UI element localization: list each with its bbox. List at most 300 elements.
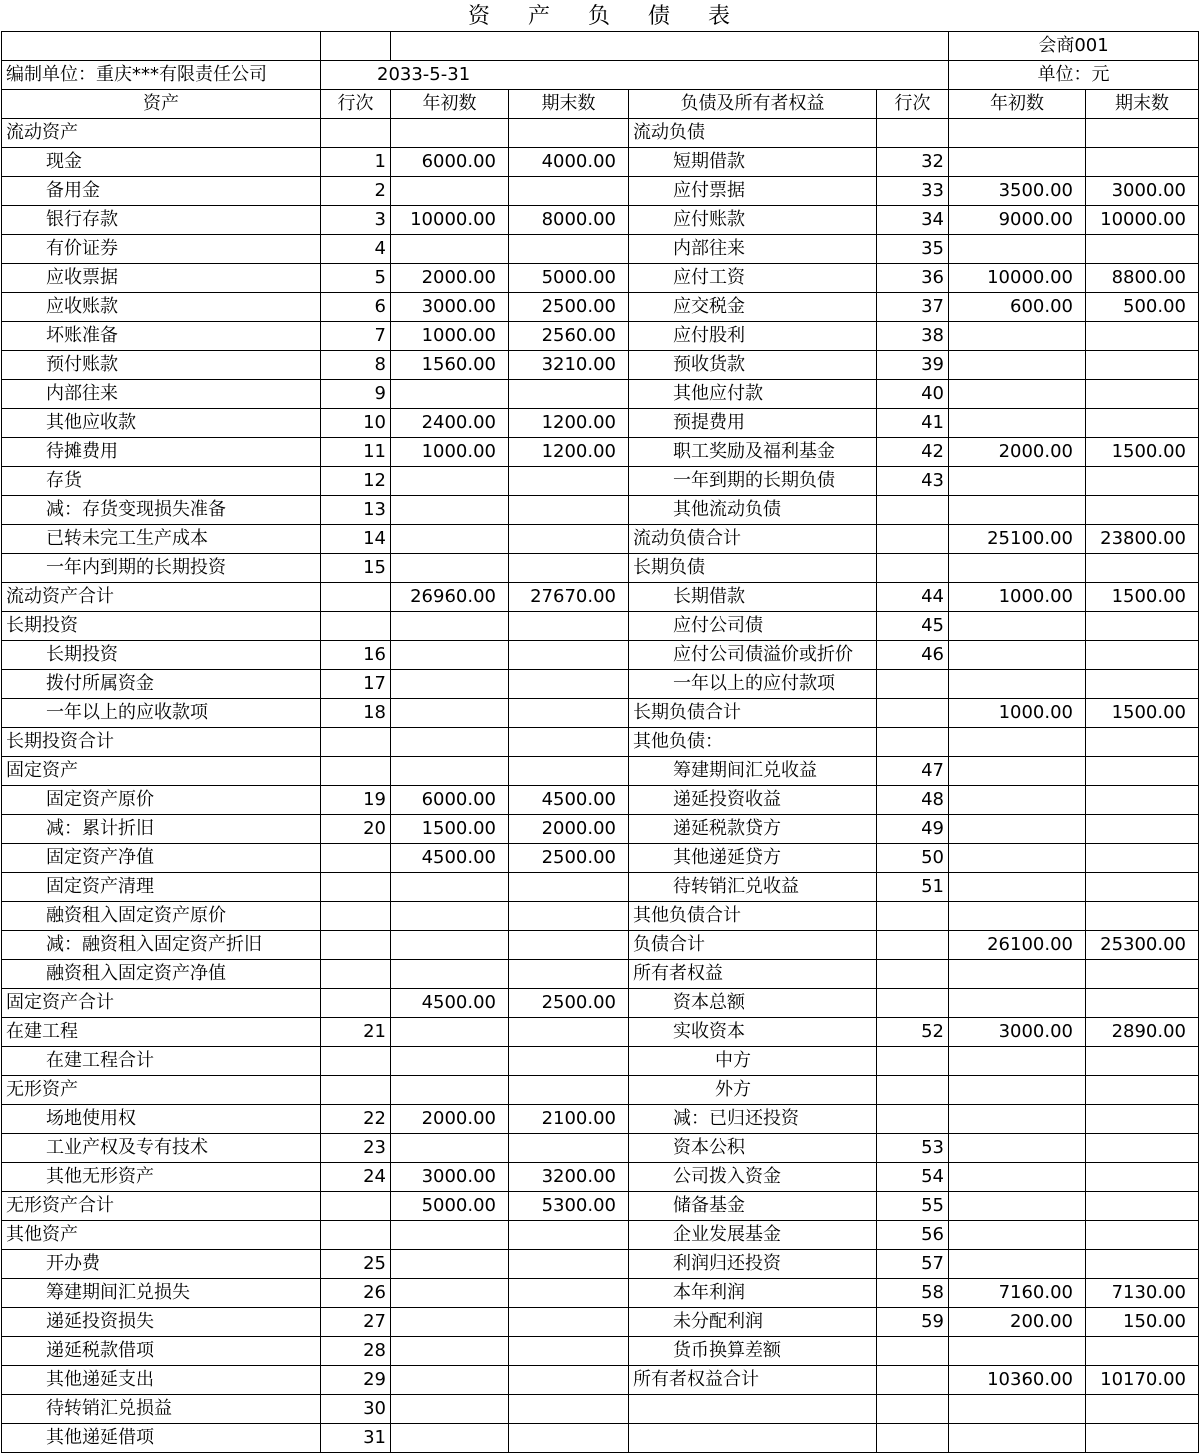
liability-end-value: [1086, 873, 1199, 902]
asset-line-no: 5: [321, 264, 391, 293]
currency-unit: 单位：元: [949, 61, 1199, 90]
liability-begin-value: 1000.00: [949, 583, 1086, 612]
table-row: [2, 1134, 1199, 1163]
asset-line-no: 29: [321, 1366, 391, 1395]
asset-end-value: [509, 960, 629, 989]
asset-end-value: [509, 902, 629, 931]
header-liabilities: 负债及所有者权益: [629, 90, 877, 119]
header-row: [2, 90, 1199, 119]
liability-item: 所有者权益合计: [629, 1366, 877, 1395]
liability-begin-value: 1000.00: [949, 699, 1086, 728]
liability-line-no: [877, 902, 949, 931]
liability-line-no: [877, 1047, 949, 1076]
liability-begin-value: [949, 844, 1086, 873]
asset-end-value: [509, 1018, 629, 1047]
asset-begin-value: [391, 1134, 509, 1163]
asset-line-no: [321, 960, 391, 989]
asset-end-value: 3210.00: [509, 351, 629, 380]
asset-begin-value: [391, 902, 509, 931]
liability-item: 减：已归还投资: [629, 1105, 877, 1134]
liability-begin-value: [949, 380, 1086, 409]
asset-item: 预付账款: [2, 351, 321, 380]
asset-item: 固定资产清理: [2, 873, 321, 902]
asset-item: 递延税款借项: [2, 1337, 321, 1366]
sheet-title: [0, 0, 1200, 31]
liability-end-value: [1086, 641, 1199, 670]
asset-begin-value: 26960.00: [391, 583, 509, 612]
table-row: [2, 844, 1199, 873]
asset-end-value: 2500.00: [509, 293, 629, 322]
liability-item: 递延税款贷方: [629, 815, 877, 844]
asset-end-value: [509, 554, 629, 583]
liability-end-value: [1086, 467, 1199, 496]
asset-line-no: [321, 728, 391, 757]
liability-item: 应交税金: [629, 293, 877, 322]
table-row: [2, 351, 1199, 380]
table-row: [2, 873, 1199, 902]
table-row: [2, 1076, 1199, 1105]
liability-end-value: [1086, 1221, 1199, 1250]
asset-item: 现金: [2, 148, 321, 177]
asset-item: 开办费: [2, 1250, 321, 1279]
liability-end-value: [1086, 1337, 1199, 1366]
asset-item: 银行存款: [2, 206, 321, 235]
liability-end-value: [1086, 1250, 1199, 1279]
table-row: [2, 670, 1199, 699]
liability-line-no: 34: [877, 206, 949, 235]
asset-end-value: [509, 380, 629, 409]
table-row: [2, 1250, 1199, 1279]
asset-line-no: 4: [321, 235, 391, 264]
liability-item: 其他负债合计: [629, 902, 877, 931]
asset-line-no: [321, 612, 391, 641]
asset-line-no: 10: [321, 409, 391, 438]
asset-begin-value: [391, 496, 509, 525]
liability-item: 资本公积: [629, 1134, 877, 1163]
asset-begin-value: [391, 1279, 509, 1308]
asset-item: 无形资产合计: [2, 1192, 321, 1221]
asset-line-no: 8: [321, 351, 391, 380]
liability-line-no: [877, 496, 949, 525]
asset-item: 减：融资租入固定资产折旧: [2, 931, 321, 960]
title-char: 债: [648, 4, 673, 29]
liability-item: 内部往来: [629, 235, 877, 264]
liability-end-value: 7130.00: [1086, 1279, 1199, 1308]
asset-begin-value: [391, 931, 509, 960]
liability-begin-value: [949, 1047, 1086, 1076]
blank-cell: [391, 32, 949, 61]
table-row: [2, 438, 1199, 467]
asset-end-value: [509, 1337, 629, 1366]
liability-item: 货币换算差额: [629, 1337, 877, 1366]
asset-line-no: [321, 1076, 391, 1105]
table-row: [2, 931, 1199, 960]
asset-end-value: 4000.00: [509, 148, 629, 177]
liability-end-value: 10000.00: [1086, 206, 1199, 235]
asset-item: 固定资产原价: [2, 786, 321, 815]
title-char: 产: [527, 4, 552, 29]
asset-item: 长期投资合计: [2, 728, 321, 757]
liability-item: 短期借款: [629, 148, 877, 177]
asset-end-value: [509, 1047, 629, 1076]
liability-begin-value: [949, 235, 1086, 264]
liability-begin-value: 200.00: [949, 1308, 1086, 1337]
liability-item: 筹建期间汇兑收益: [629, 757, 877, 786]
asset-item: 减：累计折旧: [2, 815, 321, 844]
asset-line-no: 28: [321, 1337, 391, 1366]
asset-line-no: 30: [321, 1395, 391, 1424]
asset-begin-value: 1000.00: [391, 438, 509, 467]
liability-end-value: [1086, 322, 1199, 351]
asset-end-value: [509, 873, 629, 902]
liability-line-no: [877, 960, 949, 989]
liability-item: 中方: [629, 1047, 877, 1076]
asset-end-value: [509, 612, 629, 641]
liability-line-no: 53: [877, 1134, 949, 1163]
blank-cell: [321, 32, 391, 61]
asset-end-value: 2000.00: [509, 815, 629, 844]
liability-item: 应付公司债: [629, 612, 877, 641]
liability-item: 资本总额: [629, 989, 877, 1018]
table-row: [2, 989, 1199, 1018]
liability-begin-value: 10000.00: [949, 264, 1086, 293]
table-row: [2, 1047, 1199, 1076]
liability-end-value: [1086, 119, 1199, 148]
asset-line-no: 14: [321, 525, 391, 554]
header-end-2: 期末数: [1086, 90, 1199, 119]
table-row: [2, 583, 1199, 612]
asset-item: 一年内到期的长期投资: [2, 554, 321, 583]
liability-line-no: 49: [877, 815, 949, 844]
liability-item: 其他应付款: [629, 380, 877, 409]
asset-begin-value: [391, 728, 509, 757]
liability-begin-value: [949, 1337, 1086, 1366]
liability-item: 长期负债: [629, 554, 877, 583]
asset-item: 固定资产净值: [2, 844, 321, 873]
table-row: [2, 1221, 1199, 1250]
table-row: [2, 1192, 1199, 1221]
asset-end-value: 2100.00: [509, 1105, 629, 1134]
liability-line-no: 41: [877, 409, 949, 438]
liability-item: 应付票据: [629, 177, 877, 206]
asset-line-no: [321, 1192, 391, 1221]
liability-line-no: 39: [877, 351, 949, 380]
liability-item: [629, 1395, 877, 1424]
asset-end-value: [509, 525, 629, 554]
asset-begin-value: 4500.00: [391, 844, 509, 873]
liability-item: 流动负债: [629, 119, 877, 148]
asset-line-no: [321, 1047, 391, 1076]
asset-line-no: 31: [321, 1424, 391, 1453]
liability-begin-value: [949, 902, 1086, 931]
liability-end-value: [1086, 728, 1199, 757]
liability-line-no: 59: [877, 1308, 949, 1337]
liability-begin-value: [949, 1395, 1086, 1424]
asset-end-value: 3200.00: [509, 1163, 629, 1192]
asset-item: 拨付所属资金: [2, 670, 321, 699]
asset-line-no: 3: [321, 206, 391, 235]
liability-line-no: 51: [877, 873, 949, 902]
asset-item: 其他递延借项: [2, 1424, 321, 1453]
asset-end-value: [509, 1395, 629, 1424]
liability-begin-value: [949, 670, 1086, 699]
asset-line-no: 1: [321, 148, 391, 177]
asset-line-no: 20: [321, 815, 391, 844]
asset-begin-value: 5000.00: [391, 1192, 509, 1221]
asset-begin-value: 1560.00: [391, 351, 509, 380]
balance-sheet-table: [1, 31, 1199, 1453]
liability-end-value: [1086, 757, 1199, 786]
table-row: [2, 1018, 1199, 1047]
asset-item: 工业产权及专有技术: [2, 1134, 321, 1163]
liability-end-value: [1086, 1395, 1199, 1424]
asset-begin-value: [391, 1047, 509, 1076]
liability-line-no: 55: [877, 1192, 949, 1221]
asset-begin-value: [391, 1424, 509, 1453]
liability-begin-value: [949, 815, 1086, 844]
liability-item: 公司拨入资金: [629, 1163, 877, 1192]
asset-end-value: [509, 1076, 629, 1105]
liability-end-value: [1086, 1047, 1199, 1076]
liability-item: 应付账款: [629, 206, 877, 235]
asset-begin-value: [391, 525, 509, 554]
liability-begin-value: 9000.00: [949, 206, 1086, 235]
table-row: [2, 1366, 1199, 1395]
asset-end-value: [509, 235, 629, 264]
title-char: 资: [467, 4, 492, 29]
asset-end-value: [509, 1424, 629, 1453]
asset-begin-value: [391, 873, 509, 902]
asset-item: 存货: [2, 467, 321, 496]
asset-item: 其他无形资产: [2, 1163, 321, 1192]
asset-begin-value: 6000.00: [391, 786, 509, 815]
liability-item: 预提费用: [629, 409, 877, 438]
asset-line-no: [321, 119, 391, 148]
liability-begin-value: [949, 1163, 1086, 1192]
table-row: [2, 960, 1199, 989]
asset-begin-value: [391, 235, 509, 264]
asset-line-no: 16: [321, 641, 391, 670]
liability-end-value: [1086, 380, 1199, 409]
company-row: [2, 61, 1199, 90]
asset-item: 有价证券: [2, 235, 321, 264]
asset-end-value: [509, 670, 629, 699]
asset-end-value: [509, 728, 629, 757]
liability-begin-value: 600.00: [949, 293, 1086, 322]
liability-item: 一年以上的应付款项: [629, 670, 877, 699]
table-row: [2, 496, 1199, 525]
liability-end-value: 3000.00: [1086, 177, 1199, 206]
table-row: [2, 148, 1199, 177]
table-row: [2, 786, 1199, 815]
asset-begin-value: [391, 554, 509, 583]
asset-end-value: 5300.00: [509, 1192, 629, 1221]
asset-end-value: 4500.00: [509, 786, 629, 815]
asset-line-no: 22: [321, 1105, 391, 1134]
liability-begin-value: [949, 351, 1086, 380]
table-row: [2, 1308, 1199, 1337]
asset-end-value: [509, 119, 629, 148]
liability-line-no: 54: [877, 1163, 949, 1192]
liability-end-value: 23800.00: [1086, 525, 1199, 554]
liability-line-no: 36: [877, 264, 949, 293]
table-row: [2, 699, 1199, 728]
liability-line-no: [877, 670, 949, 699]
liability-line-no: [877, 989, 949, 1018]
table-row: [2, 641, 1199, 670]
liability-item: 长期借款: [629, 583, 877, 612]
table-row: [2, 757, 1199, 786]
asset-item: 减：存货变现损失准备: [2, 496, 321, 525]
liability-line-no: 45: [877, 612, 949, 641]
asset-line-no: 21: [321, 1018, 391, 1047]
table-row: [2, 293, 1199, 322]
liability-item: 其他递延贷方: [629, 844, 877, 873]
liability-line-no: [877, 525, 949, 554]
liability-begin-value: [949, 1134, 1086, 1163]
table-row: [2, 264, 1199, 293]
liability-begin-value: [949, 1076, 1086, 1105]
liability-end-value: 1500.00: [1086, 699, 1199, 728]
asset-line-no: 24: [321, 1163, 391, 1192]
asset-begin-value: 3000.00: [391, 1163, 509, 1192]
asset-item: 应收账款: [2, 293, 321, 322]
liability-end-value: 150.00: [1086, 1308, 1199, 1337]
asset-item: 长期投资: [2, 641, 321, 670]
liability-begin-value: [949, 728, 1086, 757]
asset-line-no: 7: [321, 322, 391, 351]
liability-end-value: [1086, 670, 1199, 699]
asset-end-value: 2500.00: [509, 844, 629, 873]
asset-item: 应收票据: [2, 264, 321, 293]
asset-begin-value: [391, 1076, 509, 1105]
liability-line-no: 42: [877, 438, 949, 467]
table-row: [2, 1279, 1199, 1308]
liability-begin-value: [949, 1424, 1086, 1453]
liability-item: 职工奖励及福利基金: [629, 438, 877, 467]
liability-end-value: [1086, 1163, 1199, 1192]
liability-line-no: 40: [877, 380, 949, 409]
liability-item: 本年利润: [629, 1279, 877, 1308]
asset-end-value: [509, 1366, 629, 1395]
liability-begin-value: [949, 873, 1086, 902]
liability-line-no: [877, 1337, 949, 1366]
liability-end-value: 25300.00: [1086, 931, 1199, 960]
table-row: [2, 612, 1199, 641]
asset-end-value: 2500.00: [509, 989, 629, 1018]
asset-begin-value: [391, 1018, 509, 1047]
asset-line-no: 23: [321, 1134, 391, 1163]
liability-line-no: 44: [877, 583, 949, 612]
asset-line-no: 27: [321, 1308, 391, 1337]
liability-end-value: [1086, 1424, 1199, 1453]
asset-line-no: 15: [321, 554, 391, 583]
liability-line-no: [877, 554, 949, 583]
liability-line-no: [877, 1424, 949, 1453]
asset-begin-value: 6000.00: [391, 148, 509, 177]
table-row: [2, 1337, 1199, 1366]
liability-begin-value: [949, 641, 1086, 670]
asset-begin-value: [391, 1395, 509, 1424]
liability-end-value: 10170.00: [1086, 1366, 1199, 1395]
liability-item: [629, 1424, 877, 1453]
liability-begin-value: [949, 989, 1086, 1018]
asset-line-no: 17: [321, 670, 391, 699]
liability-begin-value: 2000.00: [949, 438, 1086, 467]
asset-begin-value: [391, 119, 509, 148]
liability-line-no: [877, 931, 949, 960]
liability-begin-value: 26100.00: [949, 931, 1086, 960]
asset-end-value: [509, 1279, 629, 1308]
table-row: [2, 322, 1199, 351]
asset-begin-value: [391, 177, 509, 206]
liability-begin-value: [949, 496, 1086, 525]
liability-item: 递延投资收益: [629, 786, 877, 815]
asset-begin-value: [391, 757, 509, 786]
liability-end-value: [1086, 496, 1199, 525]
liability-item: 储备基金: [629, 1192, 877, 1221]
liability-end-value: [1086, 235, 1199, 264]
liability-line-no: [877, 1105, 949, 1134]
liability-end-value: [1086, 989, 1199, 1018]
asset-begin-value: [391, 641, 509, 670]
asset-item: 长期投资: [2, 612, 321, 641]
asset-item: 坏账准备: [2, 322, 321, 351]
liability-item: 应付工资: [629, 264, 877, 293]
asset-end-value: [509, 1221, 629, 1250]
liability-item: 应付公司债溢价或折价: [629, 641, 877, 670]
asset-item: 融资租入固定资产原价: [2, 902, 321, 931]
liability-end-value: [1086, 554, 1199, 583]
table-row: [2, 902, 1199, 931]
asset-item: 内部往来: [2, 380, 321, 409]
table-row: [2, 235, 1199, 264]
asset-begin-value: [391, 960, 509, 989]
liability-begin-value: [949, 757, 1086, 786]
liability-begin-value: [949, 1105, 1086, 1134]
asset-line-no: [321, 931, 391, 960]
asset-item: 其他资产: [2, 1221, 321, 1250]
liability-line-no: 43: [877, 467, 949, 496]
liability-line-no: 50: [877, 844, 949, 873]
liability-end-value: [1086, 351, 1199, 380]
header-line-no: 行次: [321, 90, 391, 119]
asset-end-value: [509, 931, 629, 960]
liability-begin-value: [949, 1250, 1086, 1279]
liability-end-value: 2890.00: [1086, 1018, 1199, 1047]
asset-item: 融资租入固定资产净值: [2, 960, 321, 989]
asset-item: 筹建期间汇兑损失: [2, 1279, 321, 1308]
asset-line-no: [321, 989, 391, 1018]
liability-begin-value: [949, 467, 1086, 496]
liability-item: 其他流动负债: [629, 496, 877, 525]
header-begin-2: 年初数: [949, 90, 1086, 119]
asset-end-value: [509, 496, 629, 525]
liability-item: 待转销汇兑收益: [629, 873, 877, 902]
asset-item: 待摊费用: [2, 438, 321, 467]
asset-item: 已转未完工生产成本: [2, 525, 321, 554]
table-row: [2, 119, 1199, 148]
asset-begin-value: [391, 1337, 509, 1366]
liability-item: 企业发展基金: [629, 1221, 877, 1250]
asset-line-no: [321, 902, 391, 931]
title-char: 表: [708, 4, 733, 29]
asset-end-value: 5000.00: [509, 264, 629, 293]
blank-cell: [2, 32, 321, 61]
liability-line-no: 56: [877, 1221, 949, 1250]
liability-begin-value: [949, 148, 1086, 177]
report-date: 2033-5-31: [321, 61, 949, 90]
